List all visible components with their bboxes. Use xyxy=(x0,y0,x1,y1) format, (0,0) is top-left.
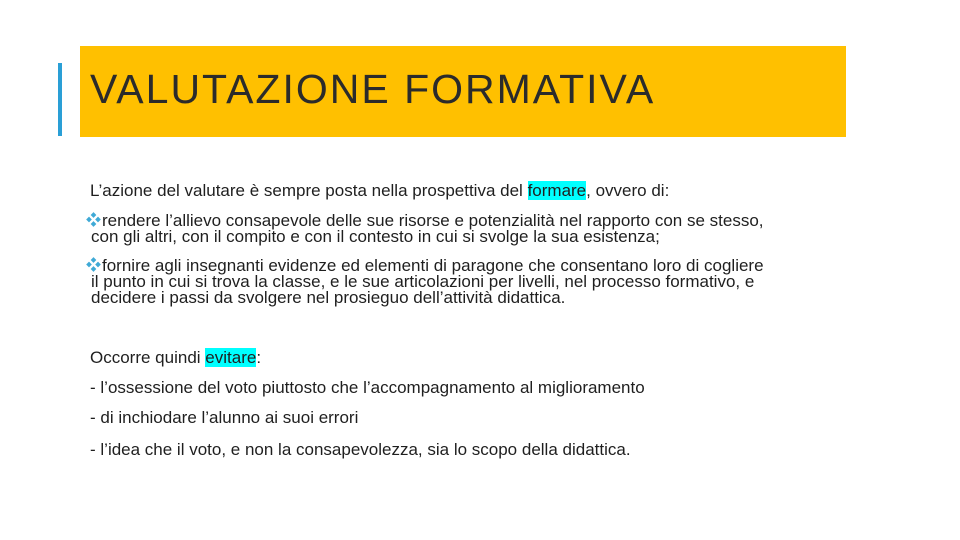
second-intro-tail: : xyxy=(256,348,262,367)
second-intro-paragraph xyxy=(90,349,261,366)
diamond-quad-icon xyxy=(86,212,102,228)
bullet-1-line-1: rendere l’allievo consapevole delle sue risorse e potenzialità nel rapporto con se stesso, xyxy=(102,211,764,230)
slide-title: VALUTAZIONE FORMATIVA xyxy=(90,66,656,112)
bullet-2-line-1: fornire agli insegnanti evidenze ed elementi di paragone che consentano loro di cogliere xyxy=(102,256,764,275)
second-intro-highlight: evitare xyxy=(205,348,257,367)
diamond-quad-icon xyxy=(86,257,102,273)
bullet-2-line-2: il punto in cui si trova la classe, e le sue articolazioni per livelli, nel processo formativo, e xyxy=(91,272,755,291)
dash-item-3: - l’idea che il voto, e non la consapevolezza, sia lo scopo della didattica. xyxy=(90,440,631,459)
intro-tail: , ovvero di: xyxy=(586,181,670,200)
intro-highlight: formare xyxy=(527,181,587,200)
intro-text: L’azione del valutare è sempre posta nella prospettiva del xyxy=(90,181,528,200)
bullet-2-line-3: decidere i passi da svolgere nel prosieguo dell’attività didattica. xyxy=(91,288,566,307)
intro-paragraph xyxy=(90,182,669,199)
second-intro-text: Occorre quindi xyxy=(90,348,206,367)
dash-item-2: - di inchiodare l’alunno ai suoi errori xyxy=(90,408,359,427)
dash-item-1: - l’ossessione del voto piuttosto che l’accompagnamento al miglioramento xyxy=(90,378,645,397)
bullet-1-line-2: con gli altri, con il compito e con il contesto in cui si svolge la sua esistenza; xyxy=(91,227,660,246)
accent-bar xyxy=(58,63,62,136)
